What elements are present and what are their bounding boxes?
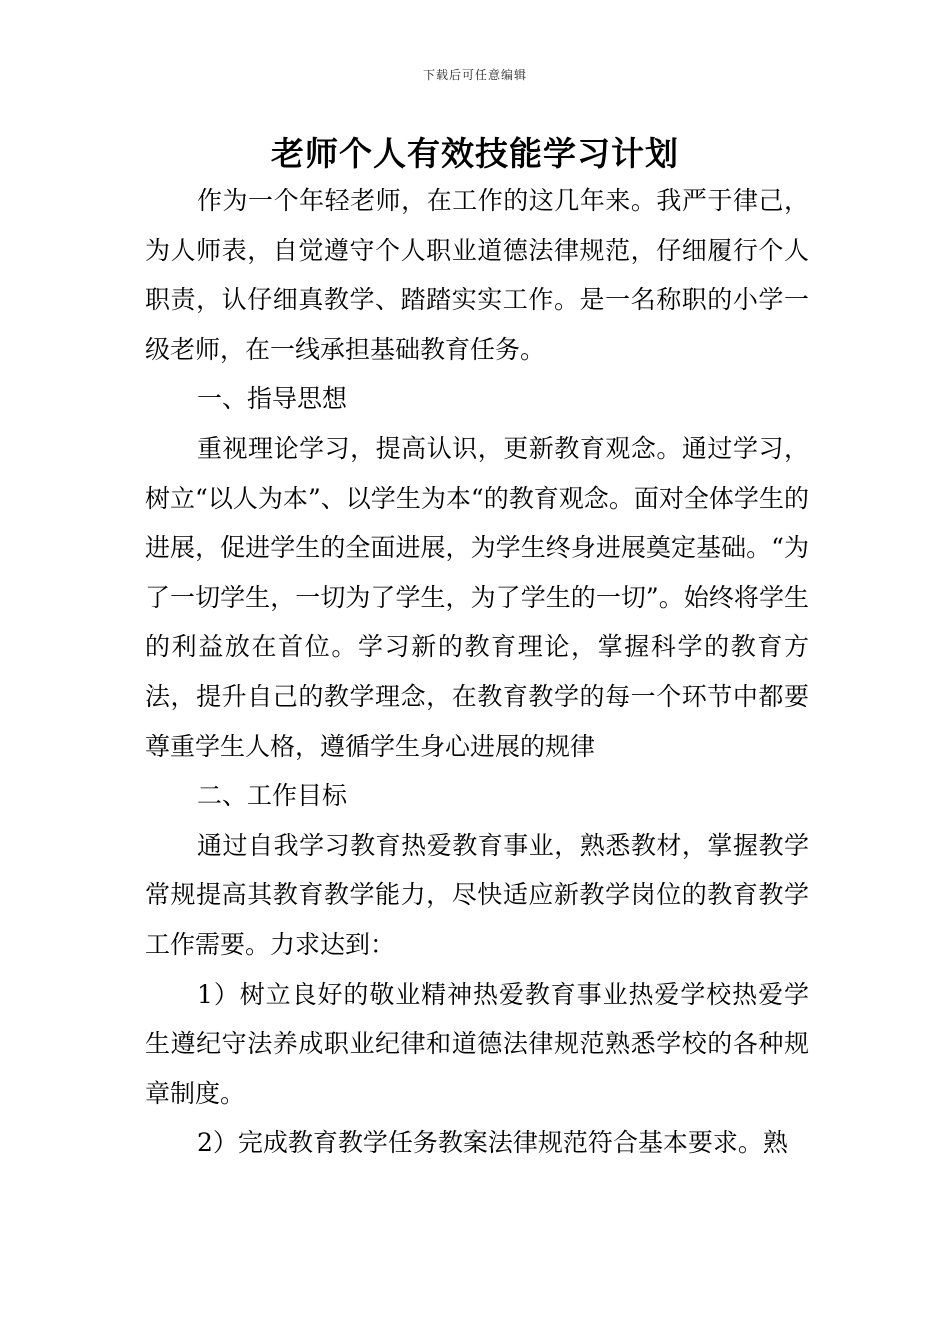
section-heading-work-goals: 二、工作目标 — [197, 781, 348, 811]
paragraph-guiding-thought: 重视理论学习，提高认识，更新教育观念。通过学习，树立“以人为本”、以学生为本“的教育观念。面对全体学生的进展，促进学生的全面进展，为学生终身进展奠定基础。“为了一切学生，一切为了学生，为了学生的一切”。始终将学生的利益放在首位。学习新的教育理论，掌握科学的教育方法，提升自己的教学理念，在教育教学的每一个环节中都要尊重学生人格，遵循学生身心进展的规律 — [145, 433, 809, 761]
paragraph-intro: 作为一个年轻老师，在工作的这几年来。我严于律己，为人师表，自觉遵守个人职业道德法律规范，仔细履行个人职责，认仔细真教学、踏踏实实工作。是一名称职的小学一级老师，在一线承担基础教育任务。 — [145, 186, 809, 364]
list-item-goal-2: 2）完成教育教学任务教案法律规范符合基本要求。熟 — [197, 1128, 788, 1158]
document-body — [145, 176, 809, 1168]
section-heading-guiding-thought: 一、指导思想 — [197, 384, 348, 414]
header-note: 下载后可任意编辑 — [422, 68, 527, 82]
document-title: 老师个人有效技能学习计划 — [271, 134, 679, 173]
paragraph-work-goals: 通过自我学习教育热爱教育事业，熟悉教材，掌握教学常规提高其教育教学能力，尽快适应新教学岗位的教育教学工作需要。力求达到： — [145, 830, 809, 959]
list-item-goal-1: 1）树立良好的敬业精神热爱教育事业热爱学校热爱学生遵纪守法养成职业纪律和道德法律规范熟悉学校的各种规章制度。 — [145, 979, 809, 1108]
